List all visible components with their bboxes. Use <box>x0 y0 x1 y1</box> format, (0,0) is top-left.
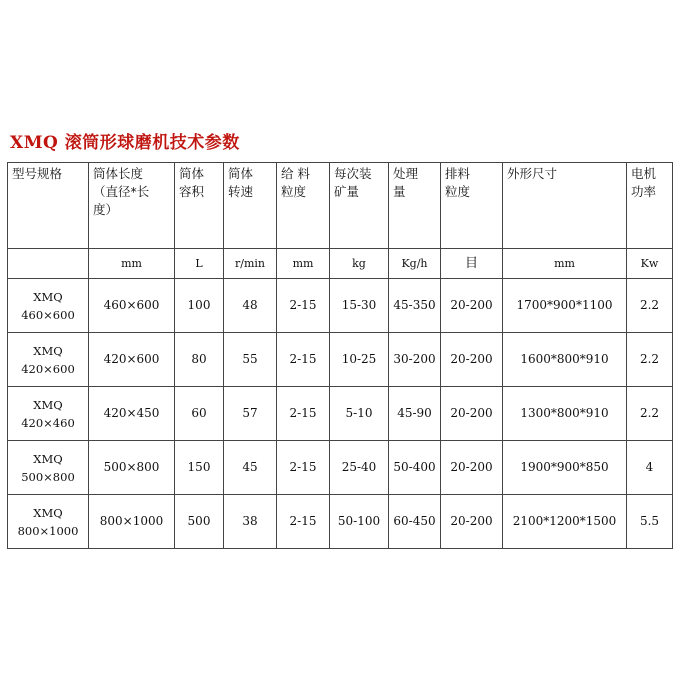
header-cell: 处理 量 <box>389 163 441 249</box>
table-cell-speed: 57 <box>224 387 277 441</box>
unit-cell <box>8 249 89 279</box>
table-cell-discharge: 20-200 <box>441 441 503 495</box>
unit-cell: mm <box>89 249 175 279</box>
model-label: 500×800 <box>21 469 75 484</box>
table-cell-discharge: 20-200 <box>441 495 503 549</box>
table-row <box>8 495 673 549</box>
model-label: XMQ <box>33 289 63 304</box>
table-cell-volume: 100 <box>175 279 224 333</box>
table-cell-load: 25-40 <box>330 441 389 495</box>
model-label: 460×600 <box>21 307 75 322</box>
unit-cell: Kg/h <box>389 249 441 279</box>
unit-cell: mm <box>277 249 330 279</box>
spec-table <box>7 162 673 549</box>
table-cell-speed: 38 <box>224 495 277 549</box>
table-cell-load: 10-25 <box>330 333 389 387</box>
units-row <box>8 249 673 279</box>
table-cell-discharge: 20-200 <box>441 387 503 441</box>
table-cell-discharge: 20-200 <box>441 333 503 387</box>
table-cell-capacity: 30-200 <box>389 333 441 387</box>
document-title: XMQ 滚筒形球磨机技术参数 <box>10 133 240 153</box>
header-row <box>8 163 673 249</box>
table-cell-speed: 48 <box>224 279 277 333</box>
table-cell-load: 50-100 <box>330 495 389 549</box>
table-cell-power: 4 <box>627 441 673 495</box>
table-row <box>8 279 673 333</box>
table-cell-dimensions: 1600*800*910 <box>503 333 627 387</box>
model-label: 420×600 <box>21 361 75 376</box>
table-cell-speed: 45 <box>224 441 277 495</box>
header-cell: 型号规格 <box>8 163 89 249</box>
table-row <box>8 333 673 387</box>
table-cell-dimensions: 1700*900*1100 <box>503 279 627 333</box>
unit-cell: L <box>175 249 224 279</box>
table-cell-capacity: 45-350 <box>389 279 441 333</box>
table-row <box>8 387 673 441</box>
table-cell-size: 460×600 <box>89 279 175 333</box>
table-cell-feed: 2-15 <box>277 387 330 441</box>
header-cell: 简体 容积 <box>175 163 224 249</box>
unit-cell: Kw <box>627 249 673 279</box>
model-cell <box>8 333 89 387</box>
table-cell-power: 2.2 <box>627 387 673 441</box>
table-cell-dimensions: 2100*1200*1500 <box>503 495 627 549</box>
table-cell-volume: 80 <box>175 333 224 387</box>
unit-cell: mm <box>503 249 627 279</box>
header-cell: 给 料 粒度 <box>277 163 330 249</box>
table-cell-size: 420×450 <box>89 387 175 441</box>
table-cell-capacity: 45-90 <box>389 387 441 441</box>
header-cell: 每次装 矿量 <box>330 163 389 249</box>
table-cell-feed: 2-15 <box>277 333 330 387</box>
model-label: 800×1000 <box>17 523 79 538</box>
unit-cell: 目 <box>441 249 503 279</box>
table-cell-speed: 55 <box>224 333 277 387</box>
table-cell-size: 420×600 <box>89 333 175 387</box>
table-cell-capacity: 60-450 <box>389 495 441 549</box>
table-cell-dimensions: 1300*800*910 <box>503 387 627 441</box>
header-cell: 外形尺寸 <box>503 163 627 249</box>
header-cell: 筒体长度 （直径*长 度） <box>89 163 175 249</box>
table-cell-feed: 2-15 <box>277 441 330 495</box>
table-cell-volume: 150 <box>175 441 224 495</box>
model-cell <box>8 387 89 441</box>
header-cell: 排料 粒度 <box>441 163 503 249</box>
header-cell: 简体 转速 <box>224 163 277 249</box>
table-row <box>8 441 673 495</box>
model-label: XMQ <box>33 505 63 520</box>
table-cell-feed: 2-15 <box>277 279 330 333</box>
table-cell-discharge: 20-200 <box>441 279 503 333</box>
model-cell <box>8 495 89 549</box>
model-cell <box>8 441 89 495</box>
table-cell-size: 800×1000 <box>89 495 175 549</box>
table-cell-volume: 500 <box>175 495 224 549</box>
model-label: XMQ <box>33 397 63 412</box>
unit-cell: r/min <box>224 249 277 279</box>
table-cell-load: 5-10 <box>330 387 389 441</box>
model-cell <box>8 279 89 333</box>
table-cell-feed: 2-15 <box>277 495 330 549</box>
table-cell-size: 500×800 <box>89 441 175 495</box>
header-cell: 电机 功率 <box>627 163 673 249</box>
model-label: 420×460 <box>21 415 75 430</box>
table-cell-power: 2.2 <box>627 279 673 333</box>
model-label: XMQ <box>33 451 63 466</box>
table-cell-dimensions: 1900*900*850 <box>503 441 627 495</box>
table-cell-capacity: 50-400 <box>389 441 441 495</box>
unit-cell: kg <box>330 249 389 279</box>
table-cell-volume: 60 <box>175 387 224 441</box>
table-cell-load: 15-30 <box>330 279 389 333</box>
model-label: XMQ <box>33 343 63 358</box>
table-cell-power: 5.5 <box>627 495 673 549</box>
table-cell-power: 2.2 <box>627 333 673 387</box>
